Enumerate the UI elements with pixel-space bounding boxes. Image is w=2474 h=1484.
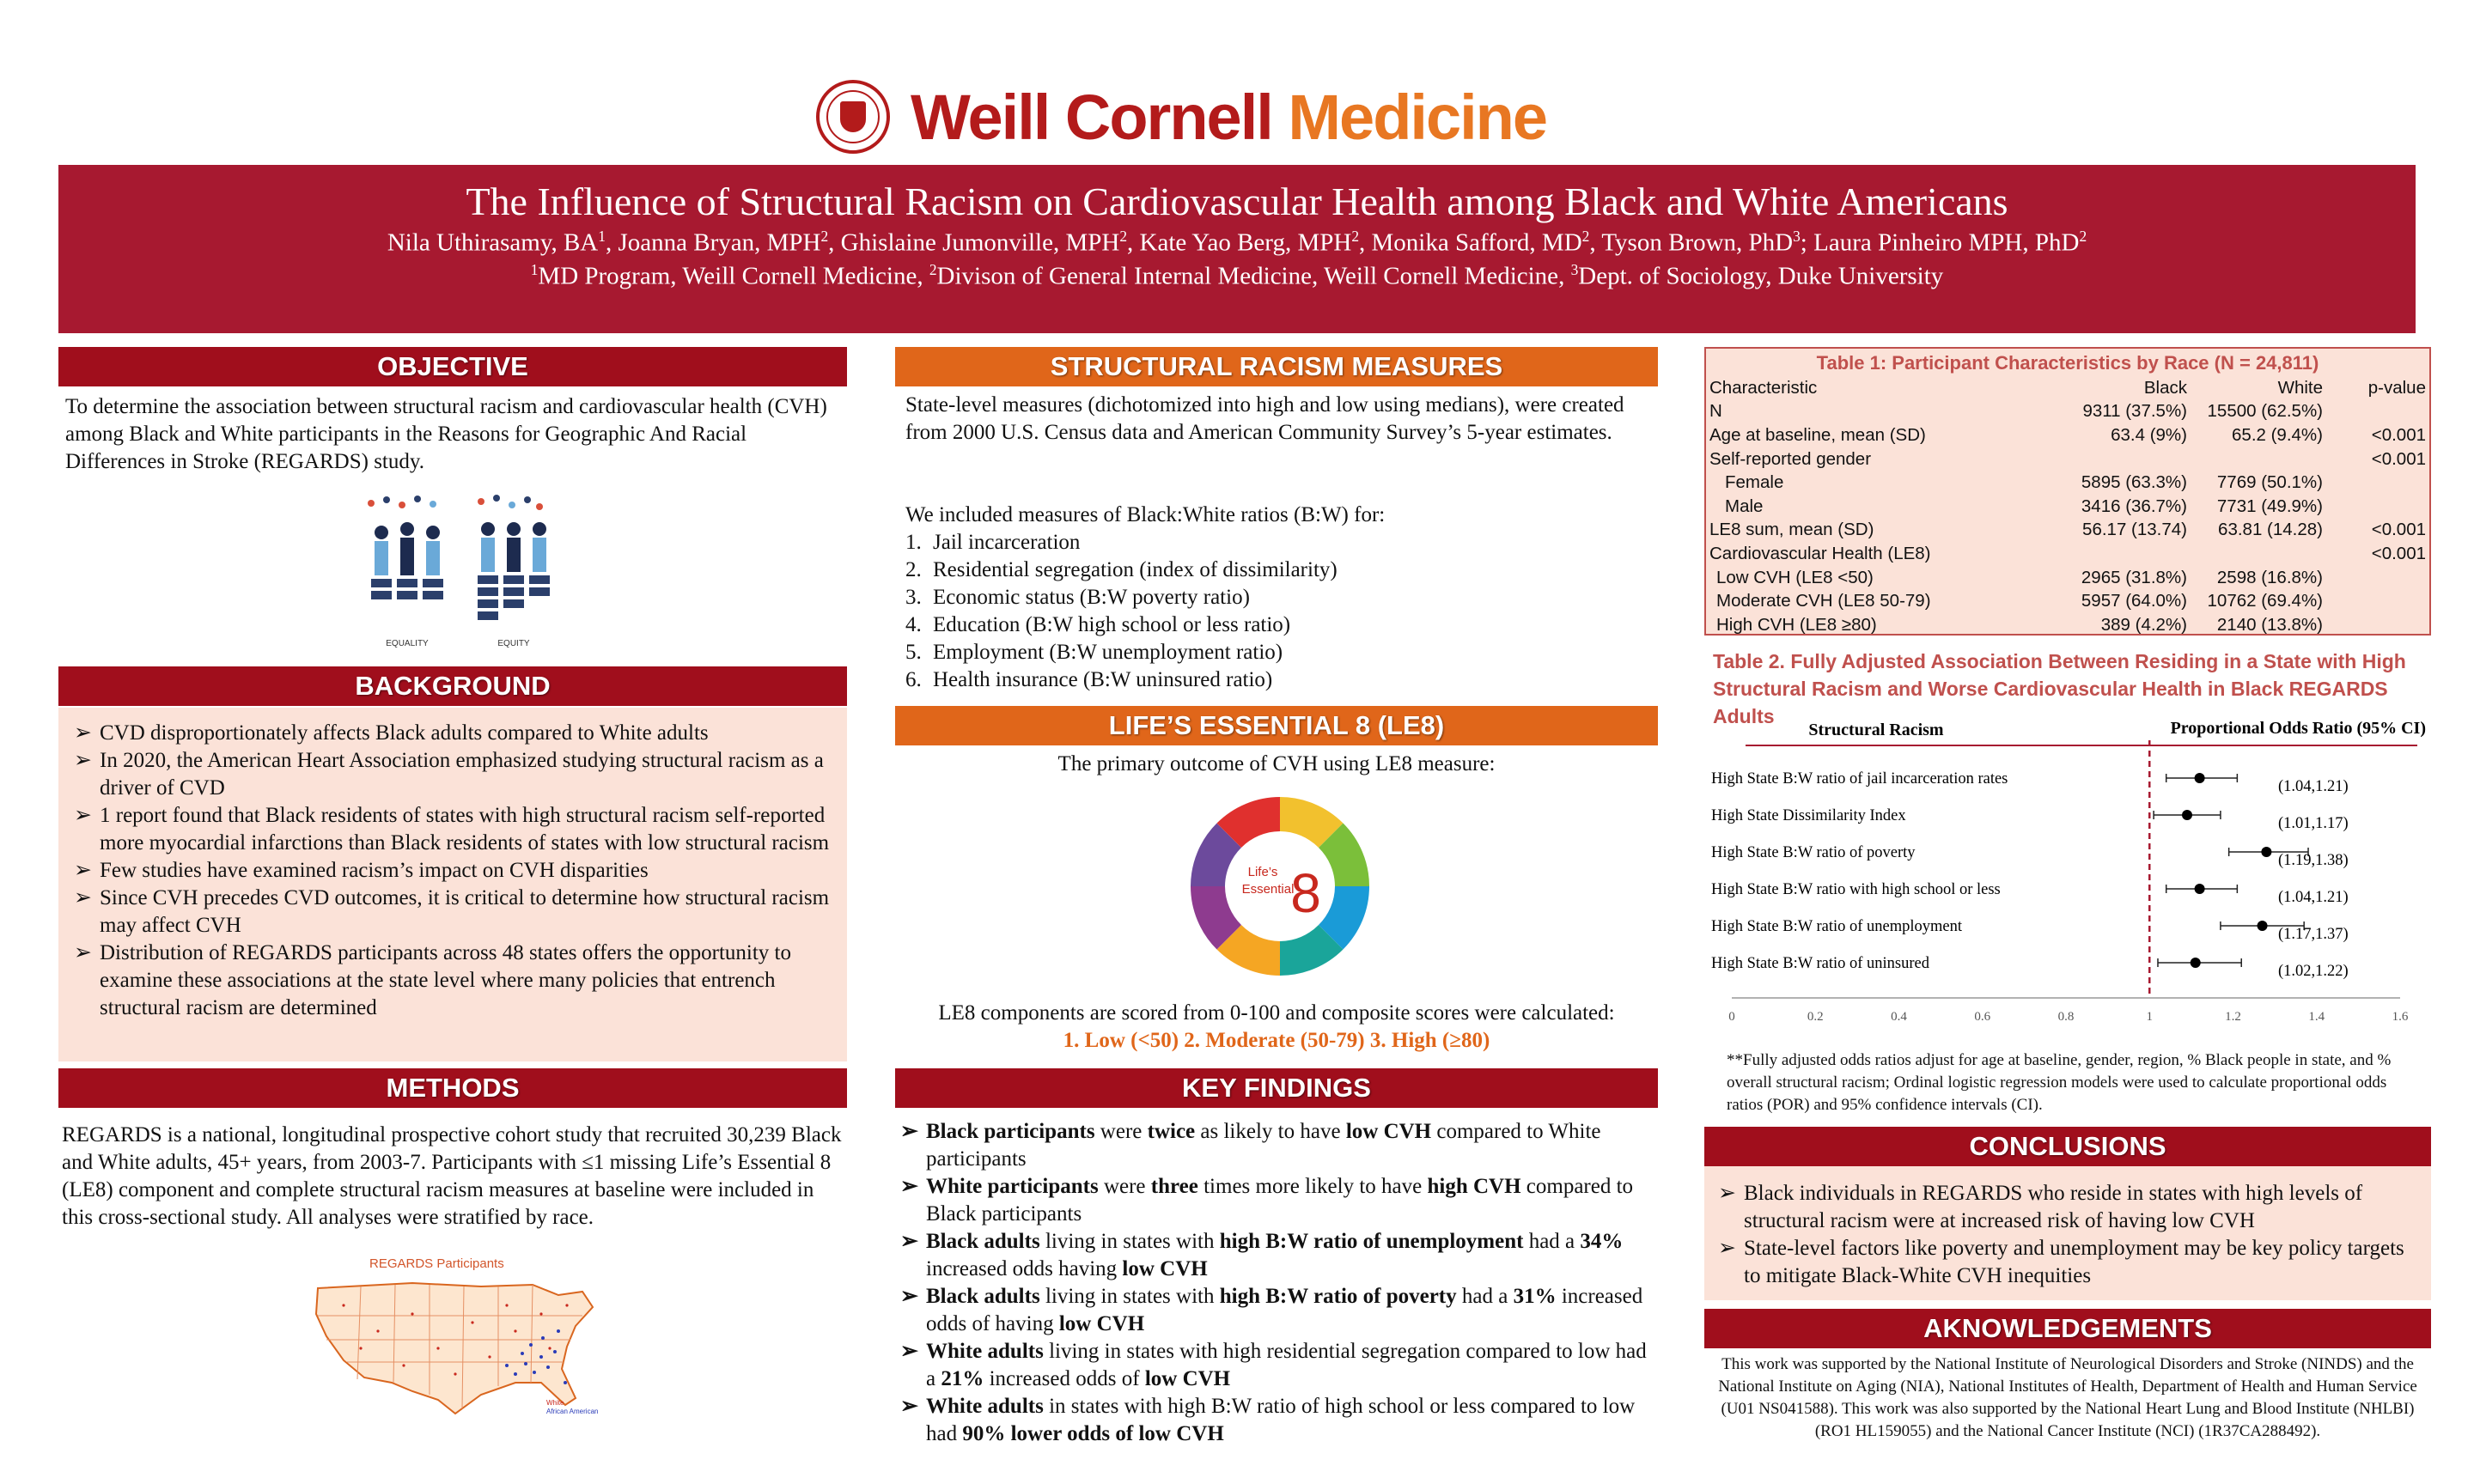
table-cell	[2055, 447, 2191, 471]
item-text: Residential segregation (index of dissimilarity)	[933, 558, 1338, 581]
measures-included: We included measures of Black:White ratios (B:W) for:	[905, 503, 1386, 526]
odds-ratio-point	[2261, 847, 2271, 857]
finding-item	[895, 1393, 1649, 1448]
logo-medicine-text: Medicine	[1288, 81, 1547, 153]
x-tick-label: 1.4	[2308, 1010, 2325, 1024]
author-affiliation-sup: 1	[598, 228, 606, 245]
table-row	[1706, 471, 2429, 495]
bullet-text: State-level factors like poverty and unemployment may be key policy targets to mitigate Black-White CVH inequities	[1744, 1237, 2404, 1287]
le8-categories: 1. Low (<50) 2. Moderate (50-79) 3. High (≥80)	[1063, 1029, 1490, 1052]
ci-value-label: (1.02,1.22)	[2278, 963, 2349, 980]
arrow-bullet-icon: ➢	[1718, 1182, 1736, 1205]
finding-bold-text: twice	[1147, 1120, 1196, 1143]
author-affiliation-sup: 2	[2079, 228, 2087, 245]
table-header-row	[1706, 376, 2429, 400]
affiliation-list: $^1$MD Program, Weill Cornell Medicine, $^2$Divison of General Internal Medicine, Weill Cornell Medicine, $^3$Dept. of Sociology, Duke University	[530, 260, 1944, 290]
affiliation-sup: 2	[929, 260, 937, 278]
finding-bold-text: low CVH	[1122, 1257, 1208, 1280]
finding-item	[895, 1173, 1649, 1228]
author-name: Nila Uthirasamy, BA	[387, 228, 599, 257]
svg-text:Essential: Essential	[1241, 882, 1295, 897]
finding-text: living in states with	[1039, 1285, 1220, 1308]
methods-text: REGARDS is a national, longitudinal prospective cohort study that recruited 30,239 Black and White adults, 45+ years, from 2003-7. Participants with ≤1 missing Life’s Essential 8 (LE8) component and complete structural racism measures at baseline were included in this cross-sectional study. All analyses were stratified by race.	[62, 1123, 842, 1229]
item-number: 2.	[905, 558, 922, 581]
finding-bold-text: low CVH	[1345, 1120, 1432, 1143]
list-item	[905, 611, 1653, 639]
author-affiliation-sup: 2	[1581, 228, 1590, 245]
table-cell: 10762 (69.4%)	[2207, 591, 2323, 611]
affiliation-sup: 1	[530, 260, 539, 278]
list-item	[905, 639, 1653, 666]
list-item	[905, 529, 1653, 556]
table-cell: 9311 (37.5%)	[2082, 401, 2187, 422]
list-item	[1713, 1180, 2422, 1235]
finding-bold-text: Black adults	[926, 1230, 1040, 1253]
logo-weill-text: Weill Cornell	[911, 81, 1272, 153]
author-name: Monika Safford, MD	[1371, 228, 1582, 257]
table-row	[1706, 566, 2429, 590]
table-row	[1706, 613, 2429, 637]
table-header-cell: p-value	[2367, 377, 2426, 398]
table-cell	[2191, 447, 2326, 471]
acknowledgements-header: AKNOWLEDGEMENTS	[1704, 1309, 2431, 1348]
x-tick-label: 1.6	[2392, 1010, 2409, 1024]
finding-bold-text: low CVH	[1058, 1312, 1145, 1335]
finding-text: in states with high B:W ratio of high school or less compared to low had	[926, 1395, 1636, 1445]
conclusions-bullets	[1713, 1180, 2422, 1290]
table-row	[1706, 589, 2429, 613]
finding-bold-text: White adults	[926, 1340, 1044, 1363]
table-cell	[2326, 471, 2429, 495]
odds-ratio-point	[2195, 773, 2205, 783]
background-bullets	[69, 720, 838, 1022]
objective-header: OBJECTIVE	[58, 347, 847, 386]
measures-intro: State-level measures (dichotomized into high and low using medians), were created from 2000 U.S. Census data and American Community Survey’s 5-year estimates.	[905, 393, 1624, 444]
finding-text: compared to Black participants	[926, 1175, 1634, 1226]
finding-text: as likely to have	[1195, 1120, 1346, 1143]
arrow-bullet-icon: ➢	[900, 1175, 918, 1198]
ci-value-label: (1.19,1.38)	[2278, 852, 2349, 869]
arrow-bullet-icon: ➢	[900, 1395, 918, 1418]
table-cell: 63.81 (14.28)	[2218, 520, 2323, 540]
bullet-text: Black individuals in REGARDS who reside in states with high levels of structural racism were at increased risk of having low CVH	[1744, 1182, 2363, 1232]
item-number: 6.	[905, 668, 922, 691]
le8-scoring: LE8 components are scored from 0-100 and composite scores were calculated:	[938, 1001, 1615, 1025]
affiliation-text: MD Program, Weill Cornell Medicine	[538, 262, 917, 290]
item-number: 4.	[905, 613, 922, 636]
list-item	[69, 885, 838, 940]
table-cell: <0.001	[2371, 520, 2426, 540]
title-banner	[58, 165, 2416, 333]
bullet-text: CVD disproportionately affects Black adults compared to White adults	[100, 721, 709, 745]
item-text: Education (B:W high school or less ratio)	[933, 613, 1291, 636]
odds-ratio-point	[2258, 921, 2268, 931]
table-cell: Male	[1725, 496, 1764, 516]
finding-bold-text: White participants	[926, 1175, 1099, 1198]
table-cell: 5957 (64.0%)	[2081, 591, 2187, 611]
forest-row-label: High State Dissimilarity Index	[1711, 807, 1906, 824]
bullet-text: In 2020, the American Heart Association emphasized studying structural racism as a driver of CVD	[100, 749, 824, 800]
list-item	[905, 584, 1653, 611]
svg-text:Life’s: Life’s	[1247, 865, 1278, 879]
table-cell: Self-reported gender	[1709, 448, 1872, 469]
item-number: 5.	[905, 641, 922, 664]
table-cell: 15500 (62.5%)	[2207, 401, 2323, 422]
finding-bold-text: high B:W ratio of unemployment	[1219, 1230, 1524, 1253]
item-text: Jail incarceration	[933, 531, 1081, 554]
finding-bold-text: 34%	[1580, 1230, 1624, 1253]
finding-text: living in states with	[1039, 1230, 1220, 1253]
arrow-bullet-icon: ➢	[900, 1285, 918, 1308]
list-item	[905, 556, 1653, 584]
x-tick-label: 0.6	[1974, 1010, 1991, 1024]
item-text: Employment (B:W unemployment ratio)	[933, 641, 1283, 664]
table-1-caption: Table 1: Participant Characteristics by Race (N = 24,811)	[1816, 352, 2319, 374]
author-name: Kate Yao Berg, MPH	[1139, 228, 1352, 257]
finding-bold-text: Black participants	[926, 1120, 1095, 1143]
item-number: 1.	[905, 531, 922, 554]
table-cell: 5895 (63.3%)	[2081, 472, 2187, 493]
svg-text:African American: African American	[546, 1408, 599, 1415]
table-cell: 65.2 (9.4%)	[2232, 424, 2323, 445]
svg-text:REGARDS Participants: REGARDS Participants	[369, 1256, 504, 1271]
arrow-bullet-icon: ➢	[74, 859, 92, 882]
x-tick-label: 0	[1728, 1010, 1735, 1024]
author-name: Ghislaine Jumonville, MPH	[840, 228, 1120, 257]
table-cell	[2326, 495, 2429, 519]
author-affiliation-sup: 2	[820, 228, 829, 245]
x-tick-label: 0.2	[1807, 1010, 1824, 1024]
author-affiliation-sup: 2	[1119, 228, 1128, 245]
finding-text: living in states with high residential segregation compared to low had a	[926, 1340, 1647, 1390]
table-cell: 2598 (16.8%)	[2216, 567, 2323, 587]
table-cell: Low CVH (LE8 <50)	[1716, 567, 1874, 587]
finding-bold-text: three	[1150, 1175, 1198, 1198]
author-name: Joanna Bryan, MPH	[618, 228, 821, 257]
list-item	[905, 666, 1653, 694]
table-cell: Female	[1725, 472, 1784, 493]
table-cell: 389 (4.2%)	[2100, 614, 2187, 635]
table-row	[1706, 423, 2429, 447]
bullet-text: Distribution of REGARDS participants across 48 states offers the opportunity to examine these associations at the state level where many policies that entrench structural racism are determined	[100, 941, 791, 1019]
arrow-bullet-icon: ➢	[900, 1340, 918, 1363]
list-item	[69, 802, 838, 857]
methods-header: METHODS	[58, 1068, 847, 1108]
finding-text: increased odds of having	[926, 1285, 1643, 1335]
table-cell	[2326, 613, 2429, 637]
table-cell	[2055, 542, 2191, 566]
table-cell: <0.001	[2371, 543, 2426, 563]
table-cell: High CVH (LE8 ≥80)	[1716, 614, 1877, 635]
ci-value-label: (1.17,1.37)	[2278, 926, 2349, 943]
finding-text: compared to White participants	[926, 1120, 1601, 1171]
forest-right-column-title: Proportional Odds Ratio (95% CI)	[2170, 719, 2426, 738]
x-tick-label: 1.2	[2225, 1010, 2241, 1024]
item-text: Economic status (B:W poverty ratio)	[933, 586, 1250, 609]
forest-left-column-title: Structural Racism	[1808, 721, 1944, 739]
finding-text: increased odds of	[984, 1367, 1145, 1390]
ci-value-label: (1.01,1.17)	[2278, 815, 2349, 832]
measures-header: STRUCTURAL RACISM MEASURES	[895, 347, 1658, 386]
findings-header: KEY FINDINGS	[895, 1068, 1658, 1108]
list-item	[69, 747, 838, 802]
findings-list	[895, 1118, 1649, 1448]
background-header: BACKGROUND	[58, 666, 847, 706]
table-2-note: **Fully adjusted odds ratios adjust for age at baseline, gender, region, % Black people in state, and % overall structural racism; Ordinal logistic regression models were used to calculate proportional odds ratios (POR) and 95% confidence intervals (CI).	[1727, 1051, 2392, 1114]
table-cell: Moderate CVH (LE8 50-79)	[1716, 591, 1931, 611]
bullet-text: Few studies have examined racism’s impact on CVH disparities	[100, 859, 649, 882]
finding-item	[895, 1283, 1649, 1338]
forest-plot	[1704, 709, 2431, 1036]
finding-bold-text: White adults	[926, 1395, 1044, 1418]
svg-text:8: 8	[1290, 862, 1321, 924]
svg-text:White: White	[546, 1399, 564, 1407]
finding-text: were	[1098, 1175, 1151, 1198]
arrow-bullet-icon: ➢	[900, 1230, 918, 1253]
forest-row-label: High State B:W ratio of jail incarceration rates	[1711, 770, 2008, 788]
affiliation-text: Dept. of Sociology, Duke University	[1578, 262, 1944, 290]
finding-text: had a	[1523, 1230, 1581, 1253]
arrow-bullet-icon: ➢	[74, 804, 92, 827]
table-cell: 7731 (49.9%)	[2216, 496, 2323, 516]
finding-bold-text: low CVH	[1144, 1367, 1231, 1390]
finding-bold-text: 90% lower odds of low CVH	[962, 1422, 1224, 1445]
table-row	[1706, 495, 2429, 519]
table-cell: <0.001	[2371, 424, 2426, 445]
table-header-cell: Black	[2143, 377, 2187, 398]
forest-row-label: High State B:W ratio with high school or less	[1711, 881, 2001, 898]
table-cell: Age at baseline, mean (SD)	[1709, 424, 1926, 445]
svg-text:EQUALITY: EQUALITY	[386, 639, 429, 648]
x-tick-label: 1	[2146, 1010, 2153, 1024]
weill-cornell-logo	[816, 79, 1546, 155]
table-row	[1706, 542, 2429, 566]
poster-title: The Influence of Structural Racism on Cardiovascular Health among Black and White Americans	[466, 179, 2008, 223]
finding-text: increased odds having	[926, 1257, 1123, 1280]
item-number: 3.	[905, 586, 922, 609]
finding-bold-text: 21%	[941, 1367, 984, 1390]
life-essential-8-wheel	[1185, 792, 1374, 981]
table-cell: Cardiovascular Health (LE8)	[1709, 543, 1931, 563]
table-row	[1706, 400, 2429, 424]
table-cell	[2326, 566, 2429, 590]
arrow-bullet-icon: ➢	[74, 721, 92, 745]
table-header-cell: White	[2277, 377, 2323, 398]
acknowledgements-text: This work was supported by the National Institute of Neurological Disorders and Stroke (NINDS) and the National Institute on Aging (NIA), National Institutes of Health, Department of Health and Human Service (U01 NS041588). This work was also supported by the National Heart Lung and Blood Institute (NHLBI) (RO1 HL159055) and the National Cancer Institute (NCI) (1R37CA288492).	[1718, 1355, 2417, 1440]
table-2-caption: Table 2. Fully Adjusted Association Between Residing in a State with High Structural Racism and Worse Cardiovascular Health in Black REGARDS Adults	[1713, 650, 2406, 727]
objective-text: To determine the association between structural racism and cardiovascular health (CVH) among Black and White participants in the Reasons for Geographic And Racial Differences in Stroke (REGARDS) study.	[65, 395, 827, 473]
table-cell: 2965 (31.8%)	[2081, 567, 2187, 587]
author-name: Laura Pinheiro MPH, PhD	[1813, 228, 2080, 257]
table-cell: 56.17 (13.74)	[2082, 520, 2187, 540]
bullet-text: Since CVH precedes CVD outcomes, it is critical to determine how structural racism may affect CVH	[100, 886, 830, 937]
table-cell: N	[1709, 401, 1722, 422]
table-cell	[2191, 542, 2326, 566]
equality-equity-illustration	[361, 495, 550, 649]
author-name: Tyson Brown, PhD	[1601, 228, 1794, 257]
table-cell: <0.001	[2371, 448, 2426, 469]
finding-bold-text: 31%	[1513, 1285, 1557, 1308]
table-header-cell: Characteristic	[1709, 377, 1818, 398]
arrow-bullet-icon: ➢	[74, 886, 92, 909]
table-cell	[2326, 400, 2429, 424]
list-item	[69, 857, 838, 885]
arrow-bullet-icon: ➢	[74, 749, 92, 772]
forest-row-label: High State B:W ratio of uninsured	[1711, 955, 1929, 972]
finding-item	[895, 1118, 1649, 1173]
author-list: Nila Uthirasamy, $BA^1$, Joanna Bryan, MPH$^2$, Ghislaine Jumonville, MPH$^2$, Kate Yao Berg, MPH$^2$, Monika Safford, $MD^2$, Tyson Brown, PhD$^3$; Laura Pinheiro MPH, PhD$^2$	[387, 228, 2087, 257]
forest-row-label: High State B:W ratio of poverty	[1711, 844, 1916, 861]
finding-text: were	[1094, 1120, 1148, 1143]
bullet-text: 1 report found that Black residents of states with high structural racism self-reported more myocardial infarctions than Black residents of states with low structural racism	[100, 804, 830, 855]
finding-item	[895, 1228, 1649, 1283]
table-cell	[2326, 589, 2429, 613]
affiliation-sup: 3	[1570, 260, 1579, 278]
finding-bold-text: Black adults	[926, 1285, 1040, 1308]
odds-ratio-point	[2182, 810, 2192, 820]
x-tick-label: 0.4	[1891, 1010, 1907, 1024]
finding-text: had a	[1456, 1285, 1514, 1308]
conclusions-panel	[1704, 1166, 2431, 1300]
author-affiliation-sup: 2	[1351, 228, 1360, 245]
participant-characteristics-table	[1706, 376, 2429, 637]
table-cell: 3416 (36.7%)	[2081, 496, 2187, 516]
arrow-bullet-icon: ➢	[74, 941, 92, 964]
finding-bold-text: high B:W ratio of poverty	[1219, 1285, 1457, 1308]
ci-value-label: (1.04,1.21)	[2278, 889, 2349, 906]
forest-row-label: High State B:W ratio of unemployment	[1711, 918, 1963, 935]
table-cell: 7769 (50.1%)	[2216, 472, 2323, 493]
table-1-panel	[1704, 347, 2431, 636]
finding-bold-text: high CVH	[1427, 1175, 1521, 1198]
table-cell: 63.4 (9%)	[2111, 424, 2187, 445]
table-row	[1706, 447, 2429, 471]
odds-ratio-point	[2195, 884, 2205, 894]
odds-ratio-point	[2191, 958, 2201, 968]
finding-text: times more likely to have	[1197, 1175, 1428, 1198]
measures-list	[905, 529, 1653, 694]
finding-item	[895, 1338, 1649, 1393]
background-panel	[58, 708, 847, 1061]
table-cell: 2140 (13.8%)	[2216, 614, 2323, 635]
ci-value-label: (1.04,1.21)	[2278, 778, 2349, 795]
list-item	[69, 720, 838, 747]
affiliation-text: Divison of General Internal Medicine, Weill Cornell Medicine	[936, 262, 1559, 290]
regards-participants-map	[309, 1254, 601, 1422]
svg-text:EQUITY: EQUITY	[497, 639, 530, 648]
le8-header: LIFE’S ESSENTIAL 8 (LE8)	[895, 706, 1658, 745]
list-item	[1713, 1235, 2422, 1290]
table-row	[1706, 519, 2429, 543]
table-cell: LE8 sum, mean (SD)	[1709, 520, 1874, 540]
x-tick-label: 0.8	[2057, 1010, 2075, 1024]
cornell-seal-icon	[816, 80, 890, 154]
author-affiliation-sup: 3	[1793, 228, 1801, 245]
arrow-bullet-icon: ➢	[1718, 1237, 1736, 1260]
conclusions-header: CONCLUSIONS	[1704, 1127, 2431, 1166]
item-text: Health insurance (B:W uninsured ratio)	[933, 668, 1273, 691]
list-item	[69, 940, 838, 1022]
arrow-bullet-icon: ➢	[900, 1120, 918, 1143]
le8-primary: The primary outcome of CVH using LE8 measure:	[1057, 752, 1496, 775]
